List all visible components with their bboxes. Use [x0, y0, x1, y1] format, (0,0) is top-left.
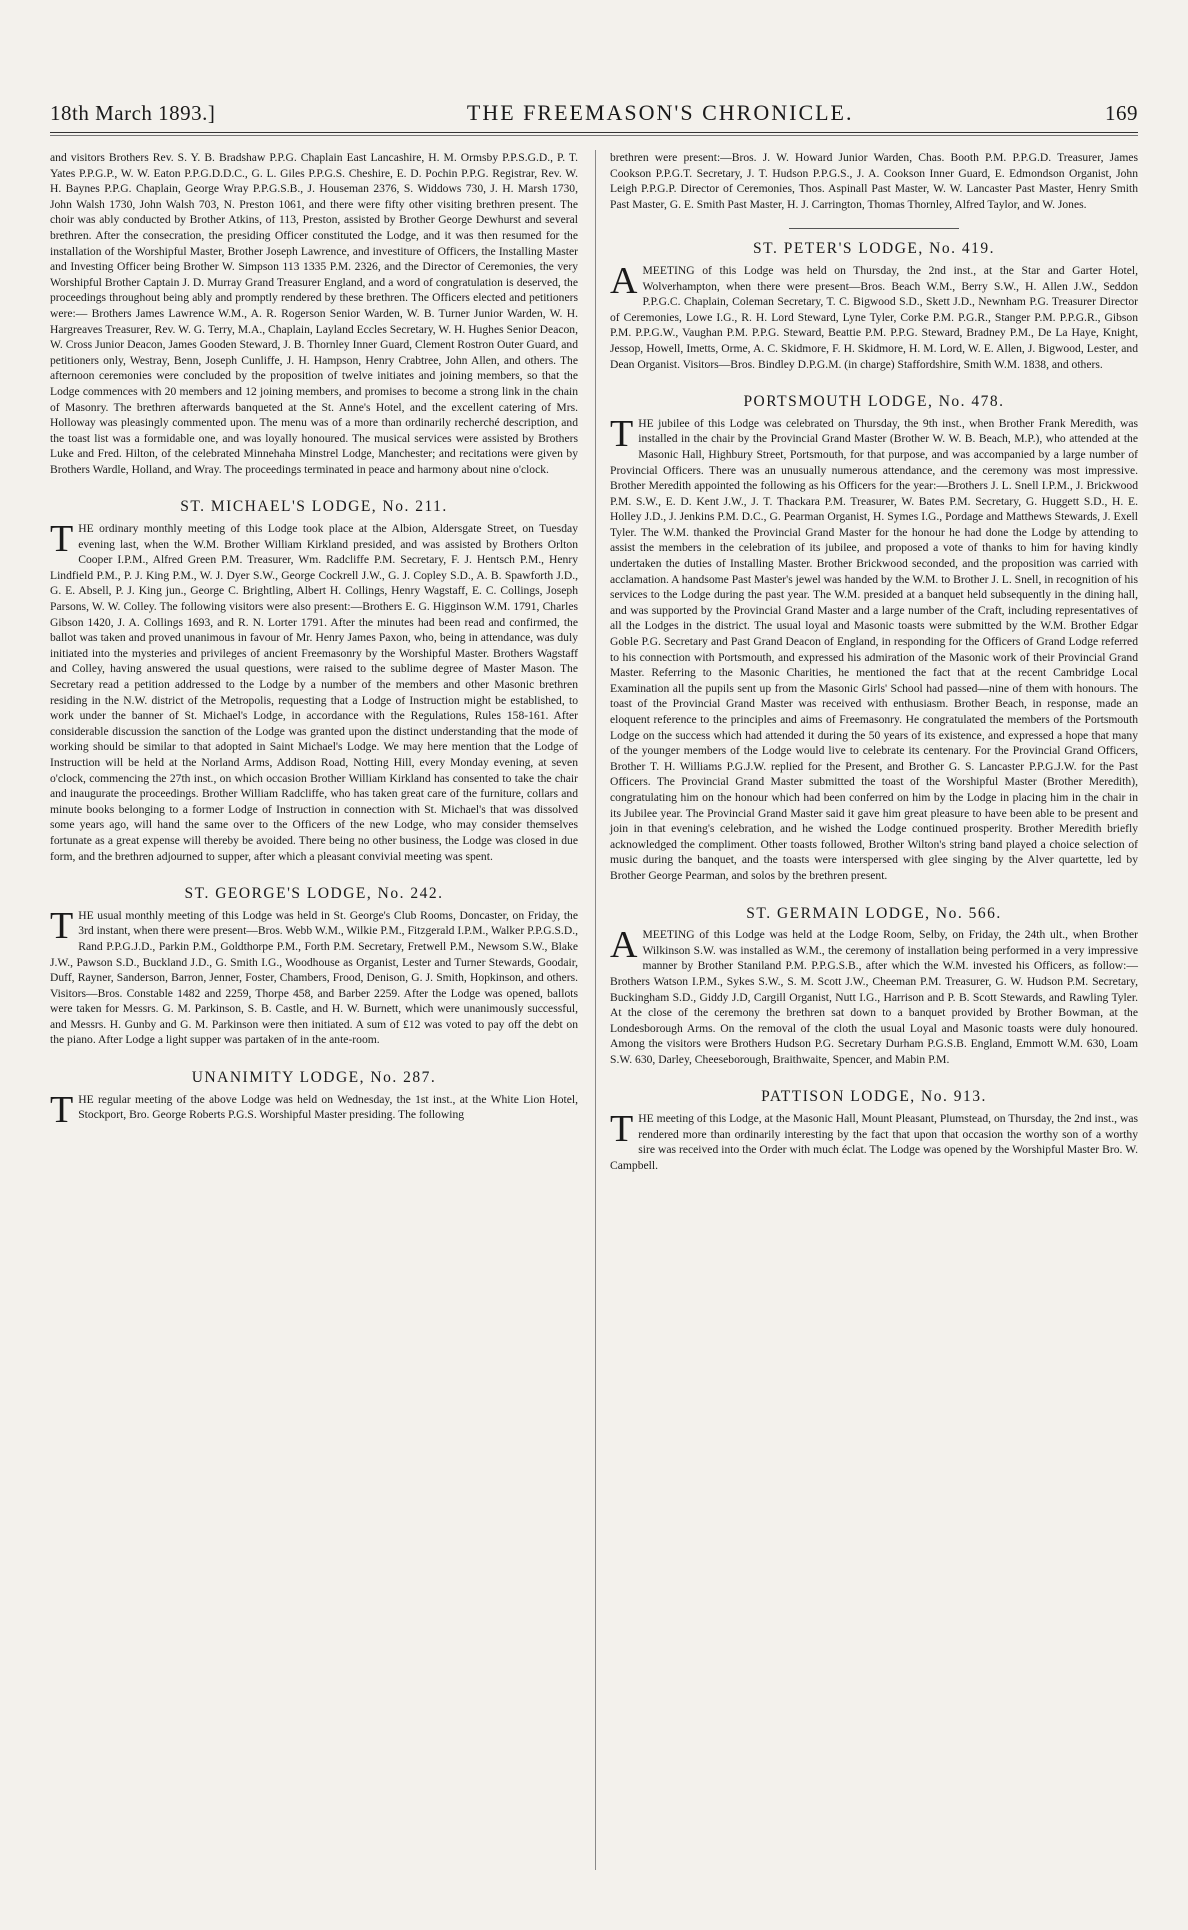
article-portsmouth-lodge — [610, 394, 1138, 883]
article-body — [610, 924, 1138, 1067]
continued-article: and visitors Brothers Rev. S. Y. B. Bradshaw P.P.G. Chaplain East Lancashire, H. M. Ormsby P.P.S.G.D., P. T. Yates P.P.G.P., W. W. Eaton P.P.G.D.D.C., G. L. Giles P.P.G.S. Cheshire, E. D. Pochin P.P.G. Registrar, Rev. W. H. Baynes P.P.G. Chaplain, George Wray P.P.G.S.B., J. Houseman 2376, S. Widdows 730, J. H. Marsh 1730, John Walsh 1730, John Walsh 703, N. Preston 1061, and there were fifty other visiting brethren present. The choir was ably conducted by Brother Atkins, of 113, Preston, assisted by Brother George Dewhurst and several brethren. After the consecration, the presiding Officer constituted the Lodge, and it was then resumed for the installation of the Worshipful Master, Brother Joseph Lawrence, and investiture of Officers, the Installing Master and Investing Officer being Brother W. Simpson 113 1335 P.M. 2326, and the Director of Ceremonies, the very Worshipful Brother Captain J. D. Murray Grand Treasurer England, and a word of congratulation is deserved, the proceedings throughout being ably and promptly rendered by these brethren. The Officers elected and petitioners were:— Brothers James Lawrence W.M., A. R. Rogerson Senior Warden, W. B. Turner Junior Warden, W. H. Hargreaves Treasurer, Rev. W. G. Terry, M.A., Chaplain, Layland Eccles Secretary, W. H. Hughes Senior Deacon, W. Cross Junior Deacon, James Gooden Steward, J. B. Thornley Inner Guard, Clement Rostron Outer Guard, and petitioners only, Westray, Benn, Joseph Cunliffe, J. H. Hampson, Henry Crabtree, John Allen, and others. The afternoon ceremonies were concluded by the proposition of twelve initiates and joining members, so that the Lodge commences with 20 members and 12 joining members, and promises to become a strong link in the chain of Masonry. The brethren afterwards banqueted at the St. Anne's Hotel, and the excellent catering of Mrs. Holloway was pleasingly commented upon. The menu was of a more than ordinarily recherché description, and the toast list was a formidable one, and was loyally honoured. The musical services were assisted by Brothers Luke and Fred. Hilton, of the celebrated Minnehaha Minstrel Lodge, Manchester; and recitations were given by Brothers Wardle, Holland, and Wray. The proceedings terminated in peace and harmony about nine o'clock. — [50, 151, 578, 476]
drop-cap: T — [50, 1088, 74, 1131]
article-body — [610, 1108, 1138, 1173]
article-st-georges-lodge — [50, 886, 578, 1048]
article-st-michaels-lodge — [50, 499, 578, 864]
article-text: HE ordinary monthly meeting of this Lodge took place at the Albion, Aldersgate Street, on Tuesday evening last, when the W.M. Brother William Kirkland presided, and was assisted by Brothers Orlton Cooper I.P.M., Alfred Green P.M. Treasurer, Wm. Radcliffe P.M. Secretary, F. J. Hentsch P.M., Henry Lindfield P.M., P. J. King P.M., W. J. Dyer S.W., George Cockrell J.W., G. J. Copley S.D., A. B. Spawforth J.D., G. E. Absell, P. J. King jun., George C. Brightling, Albert H. Collings, Henry Wagstaff, E. C. Collings, Joseph Parsons, W. W. Colley. The following visitors were also present:—Brothers E. G. Higginson W.M. 1791, Charles Gibson 1420, J. A. Collings 1693, and R. N. Lorter 1791. After the minutes had been read and confirmed, the ballot was taken and proved unanimous in favour of Mr. Henry James Paxon, who, being in attendance, was duly initiated into the mysteries and privileges of ancient Freemasonry by the Worshipful Master. Brothers Wagstaff and Colley, having answered the usual questions, were raised to the sublime degree of Master Mason. The Secretary read a petition addressed to the Lodge by a number of the members and other Masonic brethren residing in the N.W. district of the Metropolis, requesting that a Lodge of Instruction might be established, to work under the banner of St. Michael's Lodge, in accordance with the Regulations, Rules 158-161. After considerable discussion the sanction of the Lodge was granted upon the distinct understanding that the mode of working should be similar to that adopted in Saint Michael's Lodge. We may here mention that the Lodge of Instruction will be held at the Norland Arms, Addison Road, Notting Hill, every Monday evening, at seven o'clock, commencing the 27th inst., on which occasion Brother William Kirkland has consented to take the chair and inaugurate the proceedings. Brother William Radcliffe, who has taken great care of the furniture, collars and minute books belonging to a former Lodge of Instruction in connection with St. Michael's that was dissolved some years ago, will hand the same over to the Officers of the new Lodge, who may consider themselves fortunate as a great expense will thereby be avoided. There being no other business, the Lodge was closed in due form, and the brethren adjourned to supper, after which a pleasant convivial meeting was spent. — [50, 522, 578, 863]
page-number: 169 — [1105, 101, 1138, 125]
continued-article: brethren were present:—Bros. J. W. Howard Junior Warden, Chas. Booth P.M. P.P.G.D. Treasurer, James Cookson P.P.G.T. Secretary, J. T. Hudson P.P.G.S., J. A. Cookson Inner Guard, E. Edmondson Organist, John Leigh P.P.G.P. Director of Ceremonies, Thos. Aspinall Past Master, W. W. Lancaster Past Master, Henry Smith Past Master, G. E. Smith Past Master, H. J. Carrington, Thomas Thornley, Alfred Taylor, and W. Jones. — [610, 151, 1138, 211]
header-rule — [50, 132, 1138, 133]
drop-cap: T — [610, 412, 634, 455]
drop-cap: T — [50, 518, 74, 561]
drop-cap: A — [610, 924, 638, 967]
section-rule — [789, 228, 959, 229]
right-column — [610, 150, 1138, 1173]
article-text: HE regular meeting of the above Lodge was held on Wednesday, the 1st inst., at the White Lion Hotel, Stockport, Bro. George Roberts P.G.S. Worshipful Master presiding. The following — [78, 1092, 578, 1122]
article-heading: ST. GEORGE'S LODGE, No. 242. — [184, 885, 444, 903]
column-divider — [595, 150, 596, 1870]
article-body — [50, 1088, 578, 1131]
article-body — [50, 518, 578, 864]
article-st-germain-lodge — [610, 906, 1138, 1068]
header-rule-secondary — [50, 135, 1138, 136]
drop-cap: T — [610, 1108, 634, 1151]
drop-cap: A — [610, 259, 638, 302]
article-text: MEETING of this Lodge was held on Thursday, the 2nd inst., at the Star and Garter Hotel, Wolverhampton, when there were present—Bros. Beach W.M., Berry S.W., H. Allen J.W., Seddon P.P.G.C. Chaplain, Coleman Secretary, T. C. Bigwood S.D., Skett J.D., Newnham P.G. Treasurer Director of Ceremonies, Lowe I.G., R. H. Lord Steward, Lyne Tyler, Corke P.M. P.G.R., Stanger P.M. P.P.G.R., Gibson P.M. P.P.G.W., Vaughan P.M. P.P.G. Steward, Beattie P.M. P.P.G. Steward, Bradney P.M., De La Haye, Knight, Jessop, Howell, Imetts, Orme, A. C. Skidmore, F. H. Skidmore, H. M. Lord, W. E. Allen, J. Bigwood, Lester, and Dean Organist. Visitors—Bros. Bindley D.P.G.M. (in charge) Staffordshire, Smith W.M. 1838, and others. — [610, 263, 1138, 371]
issue-date: 18th March 1893.] — [50, 101, 216, 125]
page-header — [50, 100, 1138, 126]
article-text: HE usual monthly meeting of this Lodge was held in St. George's Club Rooms, Doncaster, on Friday, the 3rd instant, when there were present—Bros. Webb W.M., Wilkie P.M., Fitzgerald I.P.M., Walker P.P.G.S.D., Rand P.P.G.J.D., Parkin P.M., Goldthorpe P.M., Forth P.M. Secretary, Fretwell P.M., Newsom S.W., Blake J.W., Pawson S.D., Buckland J.D., G. Smith I.G., Woodhouse as Organist, Lester and Turner Stewards, Goodair, Duff, Rayner, Sanderson, Barron, Jenner, Foster, Chambers, Frood, Denison, G. J. Smith, Hopkinson, and others. Visitors—Bros. Constable 1482 and 2259, Thorpe 458, and Barber 2259. After the Lodge was opened, ballots were taken for Messrs. G. M. Parkinson, S. B. Castle, and H. W. Burnett, which were unanimously successful, and Messrs. H. Gunby and G. M. Parkinson were then initiated. A sum of £12 was voted to pay off the debt on the piano. After Lodge a light supper was partaken of in the ante-room. — [50, 908, 578, 1047]
drop-cap: T — [50, 904, 74, 947]
article-unanimity-lodge — [50, 1069, 578, 1131]
publication-title: THE FREEMASON'S CHRONICLE. — [466, 100, 854, 125]
article-heading: ST. GERMAIN LODGE, No. 566. — [746, 904, 1002, 922]
left-column — [50, 150, 578, 1131]
article-text: HE meeting of this Lodge, at the Masonic Hall, Mount Pleasant, Plumstead, on Thursday, the 2nd inst., was rendered more than ordinarily interesting by the fact that upon that occasion the worthy son of a worthy sire was received into the Order with much éclat. The Lodge was opened by the Worshipful Master Bro. W. Campbell. — [610, 1112, 1138, 1172]
article-heading: PORTSMOUTH LODGE, No. 478. — [743, 393, 1005, 411]
article-text: HE jubilee of this Lodge was celebrated on Thursday, the 9th inst., when Brother Frank Meredith, was installed in the chair by the Provincial Grand Master (Brother W. W. B. Beach, M.P.), who attended at the Masonic Hall, Highbury Street, Portsmouth, for that purpose, and was accompanied by a large number of Provincial Officers. There was an unusually numerous attendance, and the ceremony was most impressive. Brother Meredith appointed the following as his Officers for the year:—Brothers J. L. Snell I.P.M., J. Brickwood P.M. S.W., E. D. Kent J.W., J. T. Thackara P.M. Treasurer, W. Bates P.M. Secretary, G. Huggett S.D., H. E. Holley J.D., J. Jenkins P.M. D.C., G. Pearman Organist, H. Symes I.G., Pordage and Matthews Stewards, J. Exell Tyler. The W.M. thanked the Provincial Grand Master for the honour he had done the Lodge by attending to assist the members in the celebration of its jubilee, and proposed a vote of thanks to him for having kindly undertaken the duties of Installing Master. Brother Brickwood seconded, and the proposition was carried with acclamation. A handsome Past Master's jewel was handed by the W.M. to Brother J. L. Snell, in recognition of his services to the Lodge during the past year. The W.M. presided at a banquet held subsequently in the dining hall, and was supported by the Provincial Grand Master and a large number of the Craft, including representatives of all the Lodges in the district. The usual loyal and Masonic toasts were submitted by the W.M. Brother Edgar Goble P.G. Secretary and Past Grand Deacon of England, in responding for the Officers of Grand Lodge referred to his connection with Portsmouth, and expressed his admiration of the Masonic work of their Provincial Grand Master. Referring to the Masonic Charities, he mentioned the fact that at the recent Cambridge Local Examination all the pupils sent up from the Masonic Girls' School had passed—nine of them with honours. The toast of the Provincial Grand Master was received with enthusiasm. Brother Beach, in response, made an eloquent reference to the principles and aims of Freemasonry. He congratulated the members of the Portsmouth Lodge on the success which had attended it during the 50 years of its existence, and expressed a hope that many of the younger members of the Lodge would live to celebrate its centenary. For the Provincial Grand Officers, Brother T. H. Williams P.G.J.W. replied for the Present, and Brother G. S. Lancaster P.P.G.J.W. for the Past Officers. The Provincial Grand Master submitted the toast of the Worshipful Master (Brother Meredith), congratulating him on the honour which had been conferred on him by the Lodge in placing him in the chair in its Jubilee year. The Provincial Grand Master said it gave him great pleasure to have been able to be present and join in that evening's celebration, and he wished the Lodge continued prosperity. Brother Meredith briefly acknowledged the compliment. Other toasts followed, Brother Wilton's string band played a choice selection of music during the banquet, and the toasts were interspersed with glee singing by the Alver quartette, led by Brother George Pearman, and solos by the brethren present. — [610, 416, 1138, 882]
article-heading: ST. PETER'S LODGE, No. 419. — [753, 240, 995, 258]
article-st-peters-lodge — [610, 241, 1138, 372]
article-pattison-lodge — [610, 1089, 1138, 1173]
article-body — [610, 412, 1138, 884]
article-text: MEETING of this Lodge was held at the Lodge Room, Selby, on Friday, the 24th ult., when Brother Wilkinson S.W. was installed as W.M., the ceremony of installation being performed in a very impressive manner by Brother Staniland P.M. P.P.G.S.B., after which the W.M. invested his Officers, as follow:—Brothers Watson I.P.M., Sykes S.W., S. M. Scott J.W., Cheeman P.M. Treasurer, G. W. Hudson P.M. Secretary, Buckingham S.D., Giddy J.D, Cargill Organist, Nutt I.G., Harrison and P. B. Scott Stewards, and Rawling Tyler. At the close of the ceremony the brethren sat down to a banquet provided by Brother Bowman, at the Londesborough Arms. On the removal of the cloth the usual Loyal and Masonic toasts were duly honoured. Among the visitors were Brothers Hudson P.G. Secretary Durham P.G.S.B. England, Emmott W.M. 630, Loam S.W. 630, Darley, Cheeseborough, Braithwaite, Spencer, and Mabin P.M. — [610, 928, 1138, 1066]
article-body — [610, 259, 1138, 372]
article-heading: UNANIMITY LODGE, No. 287. — [191, 1069, 437, 1087]
article-heading: ST. MICHAEL'S LODGE, No. 211. — [180, 498, 448, 516]
article-body — [50, 904, 578, 1048]
article-heading: PATTISON LODGE, No. 913. — [761, 1088, 987, 1106]
